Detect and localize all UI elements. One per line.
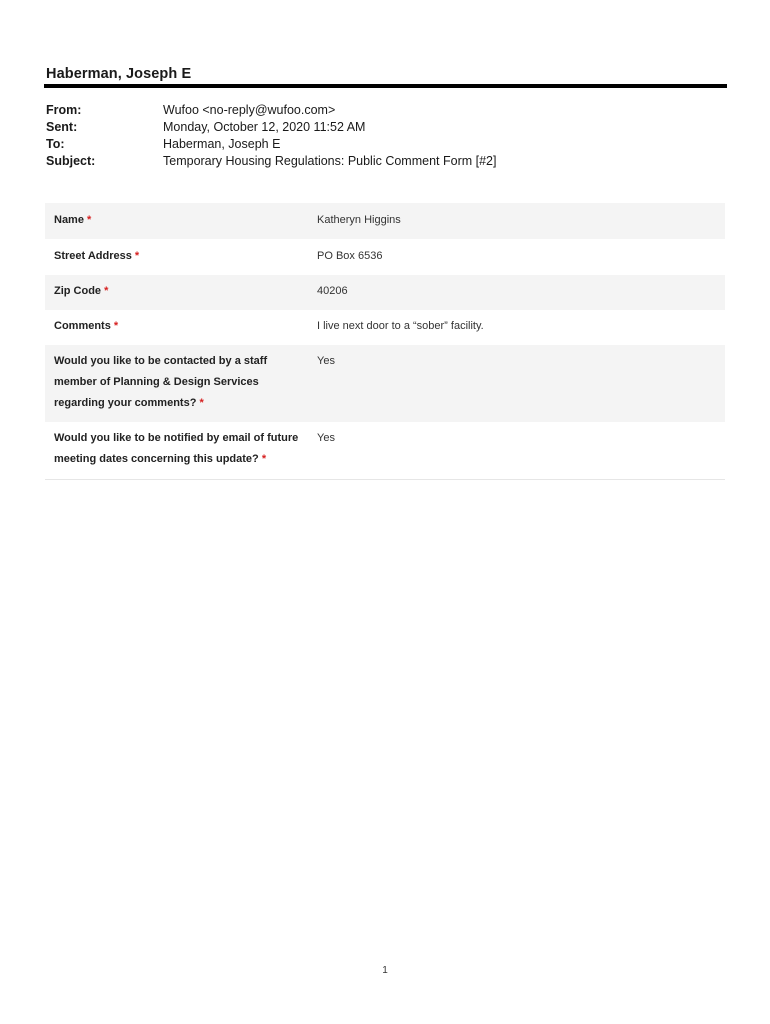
field-label [45,311,308,344]
form-row-email-notification [45,423,725,480]
header-label: To: [46,137,65,151]
field-value: Yes [317,432,335,444]
field-label [45,275,308,310]
field-value: Katheryn Higgins [317,214,401,226]
field-label-text: Would you like to be notified by email of future meeting dates concerning this update? [54,432,299,465]
header-label: From: [46,103,82,117]
recipient-value: Haberman, Joseph E [163,137,281,151]
form-row-zip-code [45,275,725,311]
form-row-street-address [45,240,725,275]
header-label: Sent: [46,120,78,134]
field-value: I live next door to a “sober” facility. [317,320,484,332]
field-value: 40206 [317,285,348,297]
required-marker: * [113,320,119,332]
document-title: Haberman, Joseph E [46,66,192,82]
subject-value: Temporary Housing Regulations: Public Comment Form [#2] [163,154,497,168]
form-entry-table [45,203,725,480]
page-number: 1 [382,965,388,976]
field-label [45,203,308,239]
field-value: Yes [317,355,335,367]
field-label-text: Comments [54,320,111,332]
field-label-text: Would you like to be contacted by a staff member of Planning & Design Services regarding your comments? [54,355,268,409]
required-marker: * [104,285,109,297]
header-label: Subject: [46,154,96,168]
header-row-to [46,136,726,153]
field-label-text: Name [54,214,84,226]
required-marker: * [199,397,204,409]
field-label-text: Street Address [54,250,132,262]
field-label-text: Zip Code [54,285,102,297]
title-divider [44,84,727,88]
field-label [45,240,308,274]
form-row-comments [45,311,725,345]
form-row-name [45,203,725,240]
field-label [45,345,308,422]
required-marker: * [261,453,267,465]
sender-value: Wufoo <no-reply@wufoo.com> [163,103,336,117]
form-row-contact-request [45,345,725,423]
field-label [45,423,308,479]
header-row-from [46,102,726,119]
required-marker: * [87,214,92,226]
header-row-subject [46,153,726,170]
field-value: PO Box 6536 [317,250,383,262]
sent-date-value: Monday, October 12, 2020 11:52 AM [163,120,366,134]
email-header [46,102,726,170]
header-row-sent [46,119,726,136]
required-marker: * [134,250,140,262]
